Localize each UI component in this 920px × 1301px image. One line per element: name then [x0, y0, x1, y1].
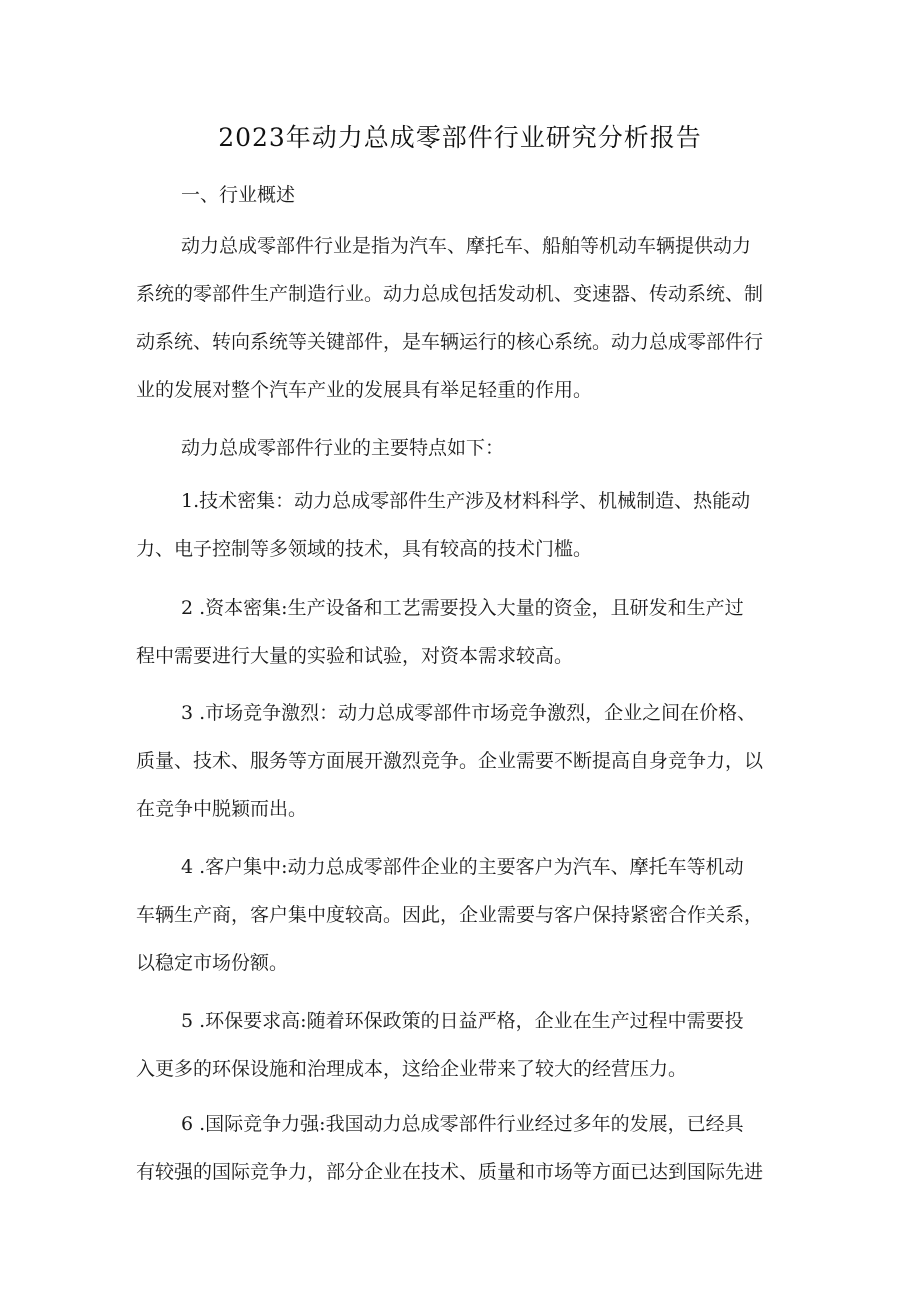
feature-item-3	[136, 689, 796, 833]
feature-item-1	[136, 477, 796, 573]
paragraph-line: 有较强的国际竞争力，部分企业在技术、质量和市场等方面已达到国际先进	[136, 1161, 764, 1183]
paragraph-line: 质量、技术、服务等方面展开激烈竞争。企业需要不断提高自身竞争力，以	[136, 750, 764, 772]
paragraph-line: 3 .市场竞争激烈：动力总成零部件市场竞争激烈，企业之间在价格、	[181, 702, 757, 724]
feature-item-2	[136, 584, 796, 680]
paragraph-line: 5 .环保要求高:随着环保政策的日益严格，企业在生产过程中需要投	[181, 1010, 744, 1032]
feature-item-4	[136, 843, 796, 987]
feature-item-5	[136, 997, 796, 1093]
paragraph-line: 1.技术密集：动力总成零部件生产涉及材料科学、机械制造、热能动	[181, 490, 751, 512]
paragraph-line: 2 .资本密集:生产设备和工艺需要投入大量的资金，且研发和生产过	[181, 597, 744, 619]
intro-paragraph	[136, 222, 796, 414]
paragraph-line: 以稳定市场份额。	[136, 952, 289, 974]
paragraph-line: 业的发展对整个汽车产业的发展具有举足轻重的作用。	[136, 379, 593, 401]
features-lead-paragraph	[136, 424, 796, 472]
paragraph-line: 入更多的环保设施和治理成本，这给企业带来了较大的经营压力。	[136, 1058, 688, 1080]
paragraph-line: 程中需要进行大量的实验和试验，对资本需求较高。	[136, 645, 574, 667]
paragraph-line: 力、电子控制等多领域的技术，具有较高的技术门槛。	[136, 538, 593, 560]
paragraph-line: 车辆生产商，客户集中度较高。因此，企业需要与客户保持紧密合作关系，	[136, 904, 764, 926]
paragraph-line: 6 .国际竞争力强:我国动力总成零部件行业经过多年的发展，已经具	[181, 1113, 744, 1135]
section-heading: 一、行业概述	[181, 184, 296, 206]
paragraph-line: 4 .客户集中:动力总成零部件企业的主要客户为汽车、摩托车等机动	[181, 856, 744, 878]
paragraph-line: 系统的零部件生产制造行业。动力总成包括发动机、变速器、传动系统、制	[136, 283, 764, 305]
document-title: 2023年动力总成零部件行业研究分析报告	[218, 123, 702, 152]
paragraph-line: 动力总成零部件行业的主要特点如下：	[181, 437, 505, 459]
paragraph-line: 在竞争中脱颖而出。	[136, 798, 308, 820]
feature-item-6	[136, 1100, 796, 1196]
paragraph-line: 动系统、转向系统等关键部件，是车辆运行的核心系统。动力总成零部件行	[136, 331, 764, 353]
paragraph-line: 动力总成零部件行业是指为汽车、摩托车、船舶等机动车辆提供动力	[181, 235, 752, 257]
